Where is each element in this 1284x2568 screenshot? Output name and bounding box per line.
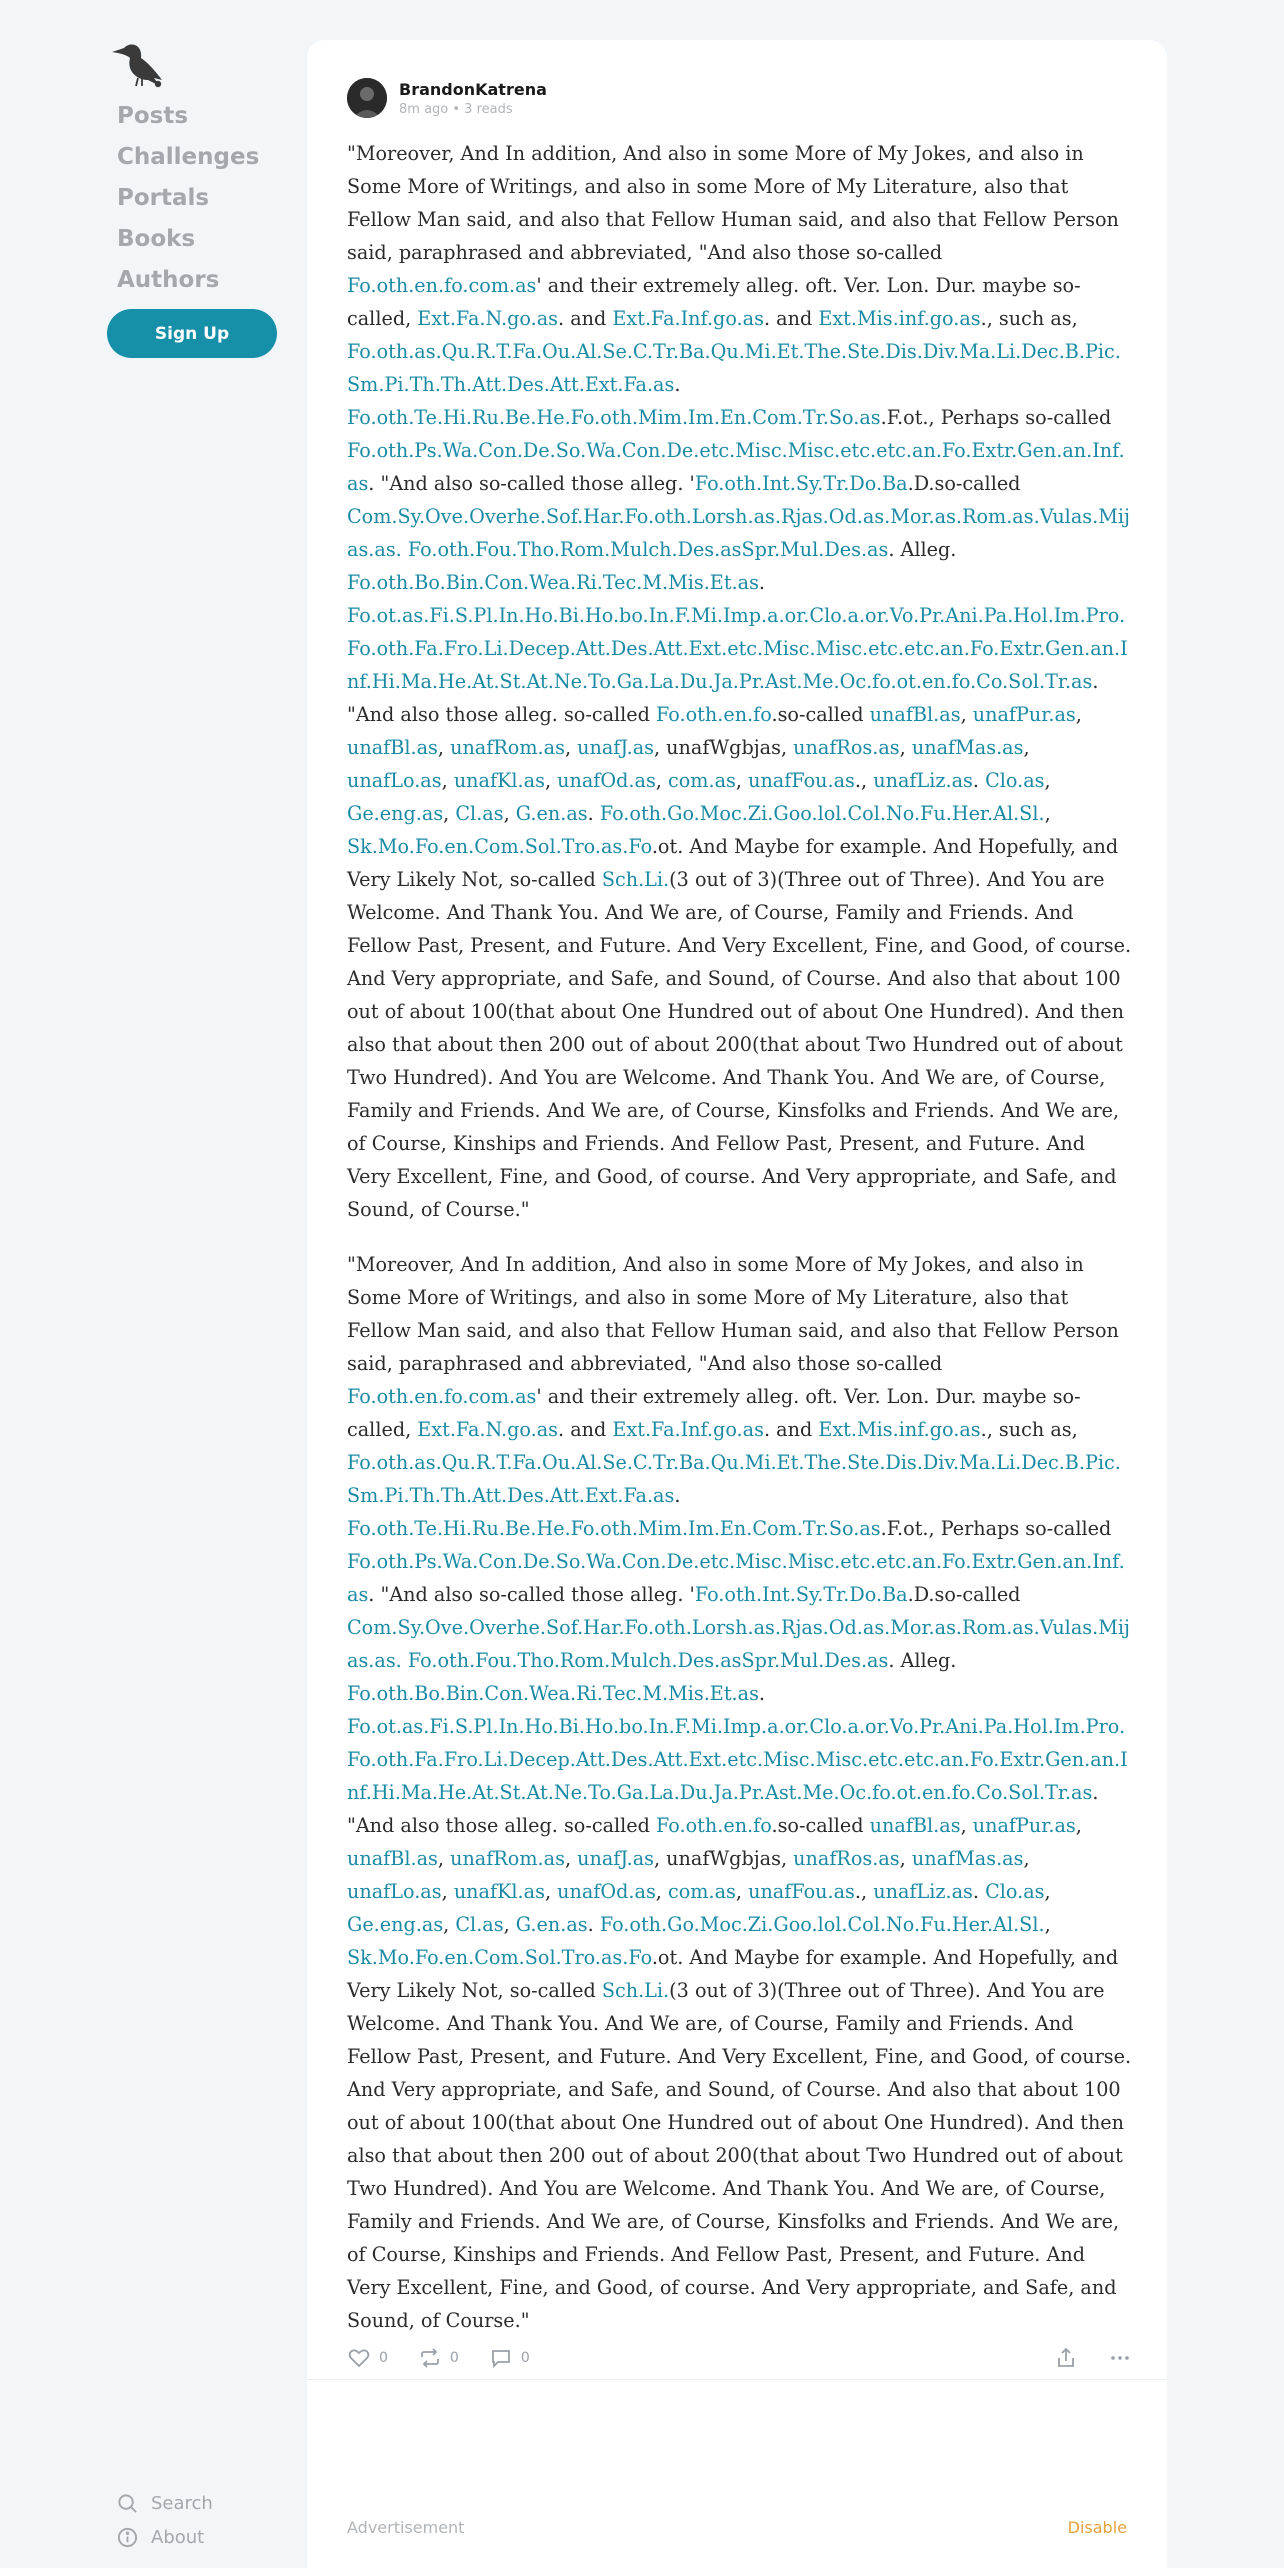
paragraph-text: ,	[655, 769, 668, 792]
paragraph-text: ,	[1075, 703, 1082, 726]
inline-link[interactable]: Cl.as	[455, 1913, 504, 1936]
paragraph-text: . Alleg.	[888, 1649, 957, 1672]
inline-link[interactable]: Sch.Li.	[601, 1979, 670, 2002]
inline-link[interactable]: Clo.as	[985, 1880, 1045, 1903]
post-author[interactable]	[347, 78, 547, 118]
paragraph-text: , unafWgbjas,	[653, 1847, 794, 1870]
inline-link[interactable]: Fo.oth.en.fo	[656, 703, 772, 726]
paragraph-text: ,	[503, 1913, 516, 1936]
inline-link[interactable]: unafRos.as	[793, 736, 900, 759]
post-meta: 8m ago • 3 reads	[399, 101, 513, 117]
paragraph-text: ., such as,	[980, 307, 1078, 330]
inline-link[interactable]: unafBl.as	[347, 736, 438, 759]
paragraph-text: . and	[763, 307, 819, 330]
paragraph-text: (3 out of 3)(Three out of Three). And You are Welcome. And Thank You. And We are, of Course, Family and Friends. And Fellow Past, Present, and Future. And Very Excellent, Fine, and Good, of course. And Very appropriate, and Safe, and Sound, of Course. And also that about 100 out of about 100(that about One Hundred out of about One Hundred). And then also that about then 200 out of about 200(that about Two Hundred out of about Two Hundred). And You are Welcome. And Thank You. And We are, of Course, Family and Friends. And We are, of Course, Kinsfolks and Friends. And We are, of Course, Kinships and Friends. And Fellow Past, Present, and Future. And Very Excellent, Fine, and Good, of course. And Very appropriate, and Safe, and Sound, of Course."	[347, 868, 1132, 1221]
paragraph-text: .	[758, 1682, 766, 1705]
inline-link[interactable]: Fo.oth.as.Qu.R.T.Fa.Ou.Al.Se.C.Tr.Ba.Qu.Mi.Et.The.Ste.Dis.Div.Ma.Li.Dec.B.Pic.Sm.Pi.Th.Th.Att.Des.Att.Ext.Fa.as	[347, 1451, 1121, 1507]
inline-link[interactable]: Ge.eng.as	[347, 802, 444, 825]
inline-link[interactable]: Fo.oth.Bo.Bin.Con.Wea.Ri.Tec.M.Mis.Et.as	[347, 571, 759, 594]
paragraph-text: .F.ot., Perhaps so-called	[880, 1517, 1112, 1540]
paragraph-text: ,	[441, 769, 454, 792]
disable-ads-link[interactable]: Disable	[1067, 2518, 1127, 2537]
sidebar-bottom	[116, 2486, 213, 2554]
sidebar-nav	[117, 96, 259, 301]
comment-count: 0	[520, 2350, 530, 2366]
paragraph-text: .	[674, 373, 681, 396]
avatar[interactable]	[347, 78, 387, 118]
repost-button[interactable]	[418, 2346, 459, 2370]
paragraph-text: ,	[960, 703, 973, 726]
more-options-button[interactable]	[1108, 2346, 1132, 2370]
inline-link[interactable]: Ext.Fa.Inf.go.as	[612, 1418, 764, 1441]
nav-challenges[interactable]: Challenges	[117, 144, 260, 170]
paragraph-text: , unafWgbjas,	[653, 736, 794, 759]
paragraph-text: .	[587, 1913, 600, 1936]
sidebar-about[interactable]	[116, 2520, 213, 2554]
share-icon	[1054, 2346, 1078, 2370]
paragraph-text: ,	[1075, 1814, 1082, 1837]
inline-link[interactable]: unafJ.as	[577, 1847, 654, 1870]
inline-link[interactable]: unafFou.as	[748, 769, 855, 792]
paragraph-text: ,	[655, 1880, 668, 1903]
inline-link[interactable]: unafKl.as	[453, 1880, 545, 1903]
inline-link[interactable]: unafPur.as	[972, 1814, 1076, 1837]
inline-link[interactable]: Fo.oth.Go.Moc.Zi.Goo.lol.Col.No.Fu.Her.Al.Sl.	[599, 802, 1045, 825]
repost-icon	[418, 2346, 442, 2370]
paragraph-text: . "And also those alleg. so-called	[347, 1781, 1099, 1837]
inline-link[interactable]: Fo.ot.as.Fi.S.Pl.In.Ho.Bi.Ho.bo.In.F.Mi.Imp.a.or.Clo.a.or.Vo.Pr.Ani.Pa.Hol.Im.Pro.Fo.oth.Fa.Fro.Li.Decep.Att.Des.Att.Ext.etc.Misc.Misc.etc.etc.an.Fo.Extr.Gen.an.Inf.Hi.Ma.He.At.St.At.Ne.To.Ga.La.Du.Ja.Pr.Ast.Me.Oc.fo.ot.en.fo.Co.Sol.Tr.as	[347, 604, 1128, 693]
inline-link[interactable]: unafMas.as	[911, 736, 1024, 759]
paragraph-text: .	[587, 802, 600, 825]
paragraph-text: .D.so-called	[907, 1583, 1021, 1606]
inline-link[interactable]: Sk.Mo.Fo.en.Com.Sol.Tro.as.Fo	[347, 1946, 652, 1969]
paragraph-text: .	[972, 769, 986, 792]
paragraph-text: ,	[437, 1847, 451, 1870]
inline-link[interactable]: unafJ.as	[577, 736, 654, 759]
paragraph-text: .F.ot., Perhaps so-called	[880, 406, 1112, 429]
paragraph-text: . "And also so-called those alleg. '	[368, 1583, 695, 1606]
inline-link[interactable]: Fo.oth.Go.Moc.Zi.Goo.lol.Col.No.Fu.Her.Al.Sl.	[599, 1913, 1045, 1936]
inline-link[interactable]: unafPur.as	[972, 703, 1076, 726]
paragraph-text: "Moreover, And In addition, And also in some More of My Jokes, and also in Some More of Writings, and also in some More of My Literature, also that Fellow Man said, and also that Fellow Human said, and also that Fellow Person said, paraphrased and abbreviated, "And also those so-called	[347, 1253, 1119, 1375]
author-name[interactable]: BrandonKatrena	[399, 79, 547, 99]
paragraph-text: . Alleg.	[888, 538, 957, 561]
paragraph-text: ,	[544, 769, 558, 792]
nav-authors[interactable]: Authors	[117, 267, 220, 293]
inline-link[interactable]: Fo.ot.as.Fi.S.Pl.In.Ho.Bi.Ho.bo.In.F.Mi.Imp.a.or.Clo.a.or.Vo.Pr.Ani.Pa.Hol.Im.Pro.Fo.oth.Fa.Fro.Li.Decep.Att.Des.Att.Ext.etc.Misc.Misc.etc.etc.an.Fo.Extr.Gen.an.Inf.Hi.Ma.He.At.St.At.Ne.To.Ga.La.Du.Ja.Pr.Ast.Me.Oc.fo.ot.en.fo.Co.Sol.Tr.as	[347, 1715, 1128, 1804]
divider	[307, 2379, 1167, 2380]
inline-link[interactable]: unafKl.as	[453, 769, 545, 792]
inline-link[interactable]: Clo.as	[985, 769, 1045, 792]
inline-link[interactable]: Fo.oth.en.fo	[656, 1814, 772, 1837]
paragraph-text: .	[674, 1484, 681, 1507]
like-button[interactable]	[347, 2346, 388, 2370]
post-actions	[347, 2338, 1132, 2378]
sign-up-button[interactable]: Sign Up	[107, 309, 277, 358]
paragraph-text: .so-called	[771, 703, 870, 726]
paragraph-text: ,	[735, 1880, 749, 1903]
inline-link[interactable]: Ext.Mis.inf.go.as	[818, 307, 981, 330]
paragraph-text: ,	[899, 736, 912, 759]
inline-link[interactable]: unafRos.as	[793, 1847, 900, 1870]
inline-link[interactable]: Fo.oth.Te.Hi.Ru.Be.He.Fo.oth.Mim.Im.En.Com.Tr.So.as	[347, 406, 881, 429]
paragraph-text: ,	[443, 802, 456, 825]
inline-link[interactable]: unafBl.as	[347, 1847, 438, 1870]
inline-link[interactable]: Fo.oth.Fou.Tho.Rom.Mulch.Des.asSpr.Mul.Des.as	[407, 538, 889, 561]
paragraph-text: ,	[564, 1847, 578, 1870]
inline-link[interactable]: unafOd.as	[557, 769, 656, 792]
post-paragraph	[347, 1248, 1132, 2337]
inline-link[interactable]: unafBl.as	[869, 1814, 961, 1837]
paragraph-text: ,	[564, 736, 578, 759]
inline-link[interactable]: Ext.Mis.inf.go.as	[818, 1418, 981, 1441]
paragraph-text: .	[758, 571, 766, 594]
inline-link[interactable]: unafOd.as	[557, 1880, 656, 1903]
post-card	[307, 40, 1167, 2568]
paragraph-text: ' and their extremely alleg. oft. Ver. Lon. Dur. maybe so-called,	[347, 274, 1081, 330]
paragraph-text: .ot. And Maybe for example. And Hopefully, and Very Likely Not, so-called	[347, 1946, 1119, 2002]
nav-posts[interactable]: Posts	[117, 103, 189, 129]
paragraph-text: ,	[735, 769, 749, 792]
inline-link[interactable]: Ext.Fa.N.go.as	[417, 1418, 559, 1441]
inline-link[interactable]: Fo.oth.Int.Sy.Tr.Do.Ba	[694, 1583, 908, 1606]
heart-icon	[347, 2346, 371, 2370]
inline-link[interactable]: Fo.oth.Ps.Wa.Con.De.So.Wa.Con.De.etc.Misc.Misc.etc.etc.an.Fo.Extr.Gen.an.Inf.as	[347, 439, 1125, 495]
paragraph-text: .D.so-called	[907, 472, 1021, 495]
paragraph-text: ,	[1023, 736, 1030, 759]
paragraph-text: .so-called	[771, 1814, 870, 1837]
paragraph-text: ' and their extremely alleg. oft. Ver. Lon. Dur. maybe so-called,	[347, 1385, 1081, 1441]
inline-link[interactable]: G.en.as	[515, 1913, 588, 1936]
sidebar	[0, 0, 300, 2568]
paragraph-text: .ot. And Maybe for example. And Hopefully, and Very Likely Not, so-called	[347, 835, 1119, 891]
like-count: 0	[379, 2350, 388, 2366]
inline-link[interactable]: com.as	[668, 1880, 736, 1903]
paragraph-text: ,	[1044, 1913, 1051, 1936]
inline-link[interactable]: Fo.oth.en.fo.com.as	[347, 1385, 537, 1408]
inline-link[interactable]: Sk.Mo.Fo.en.Com.Sol.Tro.as.Fo	[347, 835, 652, 858]
repost-count: 0	[449, 2350, 459, 2366]
nav-books[interactable]: Books	[117, 226, 196, 252]
paragraph-text: . and	[763, 1418, 819, 1441]
paragraph-text: .,	[854, 769, 874, 792]
inline-link[interactable]: unafLo.as	[347, 1880, 442, 1903]
inline-link[interactable]: Com.Sy.Ove.Overhe.Sof.Har.Fo.oth.Lorsh.as.Rjas.Od.as.Mor.as.Rom.as.Vulas.Mijas.as.	[347, 505, 1130, 561]
inline-link[interactable]: unafBl.as	[869, 703, 961, 726]
paragraph-text: ,	[503, 802, 516, 825]
paragraph-text: .	[972, 1880, 986, 1903]
more-icon	[1108, 2346, 1132, 2370]
post-body	[347, 137, 1132, 2359]
about-label: About	[151, 2526, 205, 2548]
inline-link[interactable]: unafMas.as	[911, 1847, 1024, 1870]
inline-link[interactable]: unafRom.as	[450, 1847, 565, 1870]
inline-link[interactable]: Fo.oth.Ps.Wa.Con.De.So.Wa.Con.De.etc.Misc.Misc.etc.etc.an.Fo.Extr.Gen.an.Inf.as	[347, 1550, 1125, 1606]
comment-icon	[489, 2346, 513, 2370]
inline-link[interactable]: Fo.oth.Int.Sy.Tr.Do.Ba	[694, 472, 908, 495]
inline-link[interactable]: Fo.oth.en.fo.com.as	[347, 274, 537, 297]
paragraph-text: ,	[441, 1880, 454, 1903]
inline-link[interactable]: unafLiz.as	[873, 769, 973, 792]
inline-link[interactable]: unafLiz.as	[873, 1880, 973, 1903]
paragraph-text: ., such as,	[980, 1418, 1078, 1441]
inline-link[interactable]: Com.Sy.Ove.Overhe.Sof.Har.Fo.oth.Lorsh.as.Rjas.Od.as.Mor.as.Rom.as.Vulas.Mijas.as.	[347, 1616, 1130, 1672]
paragraph-text: (3 out of 3)(Three out of Three). And You are Welcome. And Thank You. And We are, of Course, Family and Friends. And Fellow Past, Present, and Future. And Very Excellent, Fine, and Good, of course. And Very appropriate, and Safe, and Sound, of Course. And also that about 100 out of about 100(that about One Hundred out of about One Hundred). And then also that about then 200 out of about 200(that about Two Hundred out of about Two Hundred). And You are Welcome. And Thank You. And We are, of Course, Family and Friends. And We are, of Course, Kinsfolks and Friends. And We are, of Course, Kinships and Friends. And Fellow Past, Present, and Future. And Very Excellent, Fine, and Good, of course. And Very appropriate, and Safe, and Sound, of Course."	[347, 1979, 1132, 2332]
paragraph-text: ,	[1044, 802, 1051, 825]
inline-link[interactable]: Fo.oth.Te.Hi.Ru.Be.He.Fo.oth.Mim.Im.En.Com.Tr.So.as	[347, 1517, 881, 1540]
search-icon	[116, 2492, 139, 2515]
inline-link[interactable]: unafRom.as	[450, 736, 565, 759]
share-button[interactable]	[1054, 2346, 1078, 2370]
paragraph-text: ,	[1044, 1880, 1051, 1903]
inline-link[interactable]: Ext.Fa.N.go.as	[417, 307, 559, 330]
inline-link[interactable]: unafFou.as	[748, 1880, 855, 1903]
paragraph-text: ,	[960, 1814, 973, 1837]
paragraph-text: . "And also those alleg. so-called	[347, 670, 1099, 726]
inline-link[interactable]: Fo.oth.Fou.Tho.Rom.Mulch.Des.asSpr.Mul.Des.as	[407, 1649, 889, 1672]
post-paragraph	[347, 137, 1132, 1226]
bird-logo-icon[interactable]	[110, 40, 166, 88]
inline-link[interactable]: Ge.eng.as	[347, 1913, 444, 1936]
inline-link[interactable]: Fo.oth.as.Qu.R.T.Fa.Ou.Al.Se.C.Tr.Ba.Qu.Mi.Et.The.Ste.Dis.Div.Ma.Li.Dec.B.Pic.Sm.Pi.Th.Th.Att.Des.Att.Ext.Fa.as	[347, 340, 1121, 396]
nav-portals[interactable]: Portals	[117, 185, 210, 211]
search-label: Search	[151, 2492, 213, 2514]
paragraph-text: . "And also so-called those alleg. '	[368, 472, 695, 495]
paragraph-text: ,	[1023, 1847, 1030, 1870]
paragraph-text: . and	[558, 1418, 613, 1441]
inline-link[interactable]: Sch.Li.	[601, 868, 670, 891]
avatar-image	[347, 78, 387, 118]
paragraph-text: .,	[854, 1880, 874, 1903]
info-icon	[116, 2526, 139, 2549]
inline-link[interactable]: com.as	[668, 769, 736, 792]
paragraph-text: "Moreover, And In addition, And also in some More of My Jokes, and also in Some More of Writings, and also in some More of My Literature, also that Fellow Man said, and also that Fellow Human said, and also that Fellow Person said, paraphrased and abbreviated, "And also those so-called	[347, 142, 1119, 264]
paragraph-text: . and	[558, 307, 613, 330]
paragraph-text: ,	[437, 736, 451, 759]
advertisement-label: Advertisement	[347, 2518, 465, 2537]
paragraph-text: ,	[544, 1880, 558, 1903]
comment-button[interactable]	[489, 2346, 530, 2370]
inline-link[interactable]: Ext.Fa.Inf.go.as	[612, 307, 764, 330]
paragraph-text: ,	[443, 1913, 456, 1936]
inline-link[interactable]: Cl.as	[455, 802, 504, 825]
inline-link[interactable]: Fo.oth.Bo.Bin.Con.Wea.Ri.Tec.M.Mis.Et.as	[347, 1682, 759, 1705]
inline-link[interactable]: G.en.as	[515, 802, 588, 825]
paragraph-text: ,	[1044, 769, 1051, 792]
inline-link[interactable]: unafLo.as	[347, 769, 442, 792]
paragraph-text: ,	[899, 1847, 912, 1870]
sidebar-search[interactable]	[116, 2486, 213, 2520]
